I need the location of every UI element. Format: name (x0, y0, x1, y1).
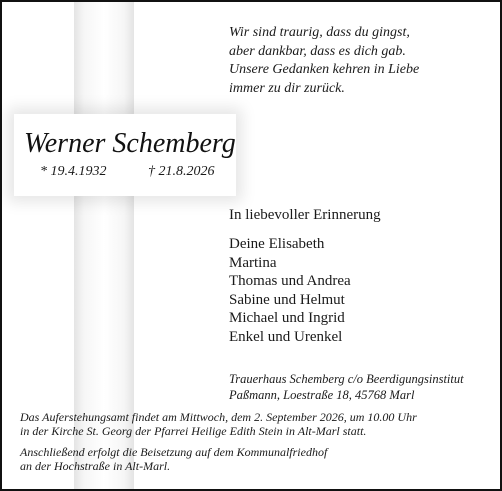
poem (229, 24, 419, 98)
birth-date: * 19.4.1932 (40, 164, 107, 179)
family-member: Michael und Ingrid (229, 310, 345, 326)
burial-line: an der Hochstraße in Alt-Marl. (20, 458, 171, 473)
service-line: in der Kirche St. Georg der Pfarrei Heilige Edith Stein in Alt-Marl statt. (20, 423, 367, 438)
service-line: Das Auferstehungsamt findet am Mittwoch, dem 2. September 2026, um 10.00 Uhr (20, 410, 417, 424)
death-date: † 21.8.2026 (148, 164, 215, 179)
family-member: Enkel und Urenkel (229, 328, 343, 345)
burial-notice (20, 446, 327, 473)
contact-address (229, 371, 464, 403)
poem-line: immer zu dir zurück. (229, 80, 345, 96)
poem-line: Wir sind traurig, dass du gingst, (229, 25, 410, 40)
family-member: Thomas und Andrea (229, 273, 351, 289)
poem-line: Unsere Gedanken kehren in Liebe (229, 62, 420, 77)
contact-line: Trauerhaus Schemberg c/o Beerdigungsinstitut (229, 372, 464, 386)
service-notice (20, 411, 417, 438)
family-list (229, 235, 351, 346)
deceased-name: Werner Schemberg (24, 128, 236, 159)
family-member: Deine Elisabeth (229, 236, 325, 252)
contact-line: Paßmann, Loestraße 18, 45768 Marl (229, 388, 415, 402)
burial-line: Anschließend erfolgt die Beisetzung auf dem Kommunalfriedhof (20, 445, 328, 459)
memory-heading: In liebevoller Erinnerung (229, 207, 381, 223)
family-member: Sabine und Helmut (229, 291, 345, 308)
poem-line: aber dankbar, dass es dich gab. (229, 43, 406, 59)
family-member: Martina (229, 254, 277, 271)
